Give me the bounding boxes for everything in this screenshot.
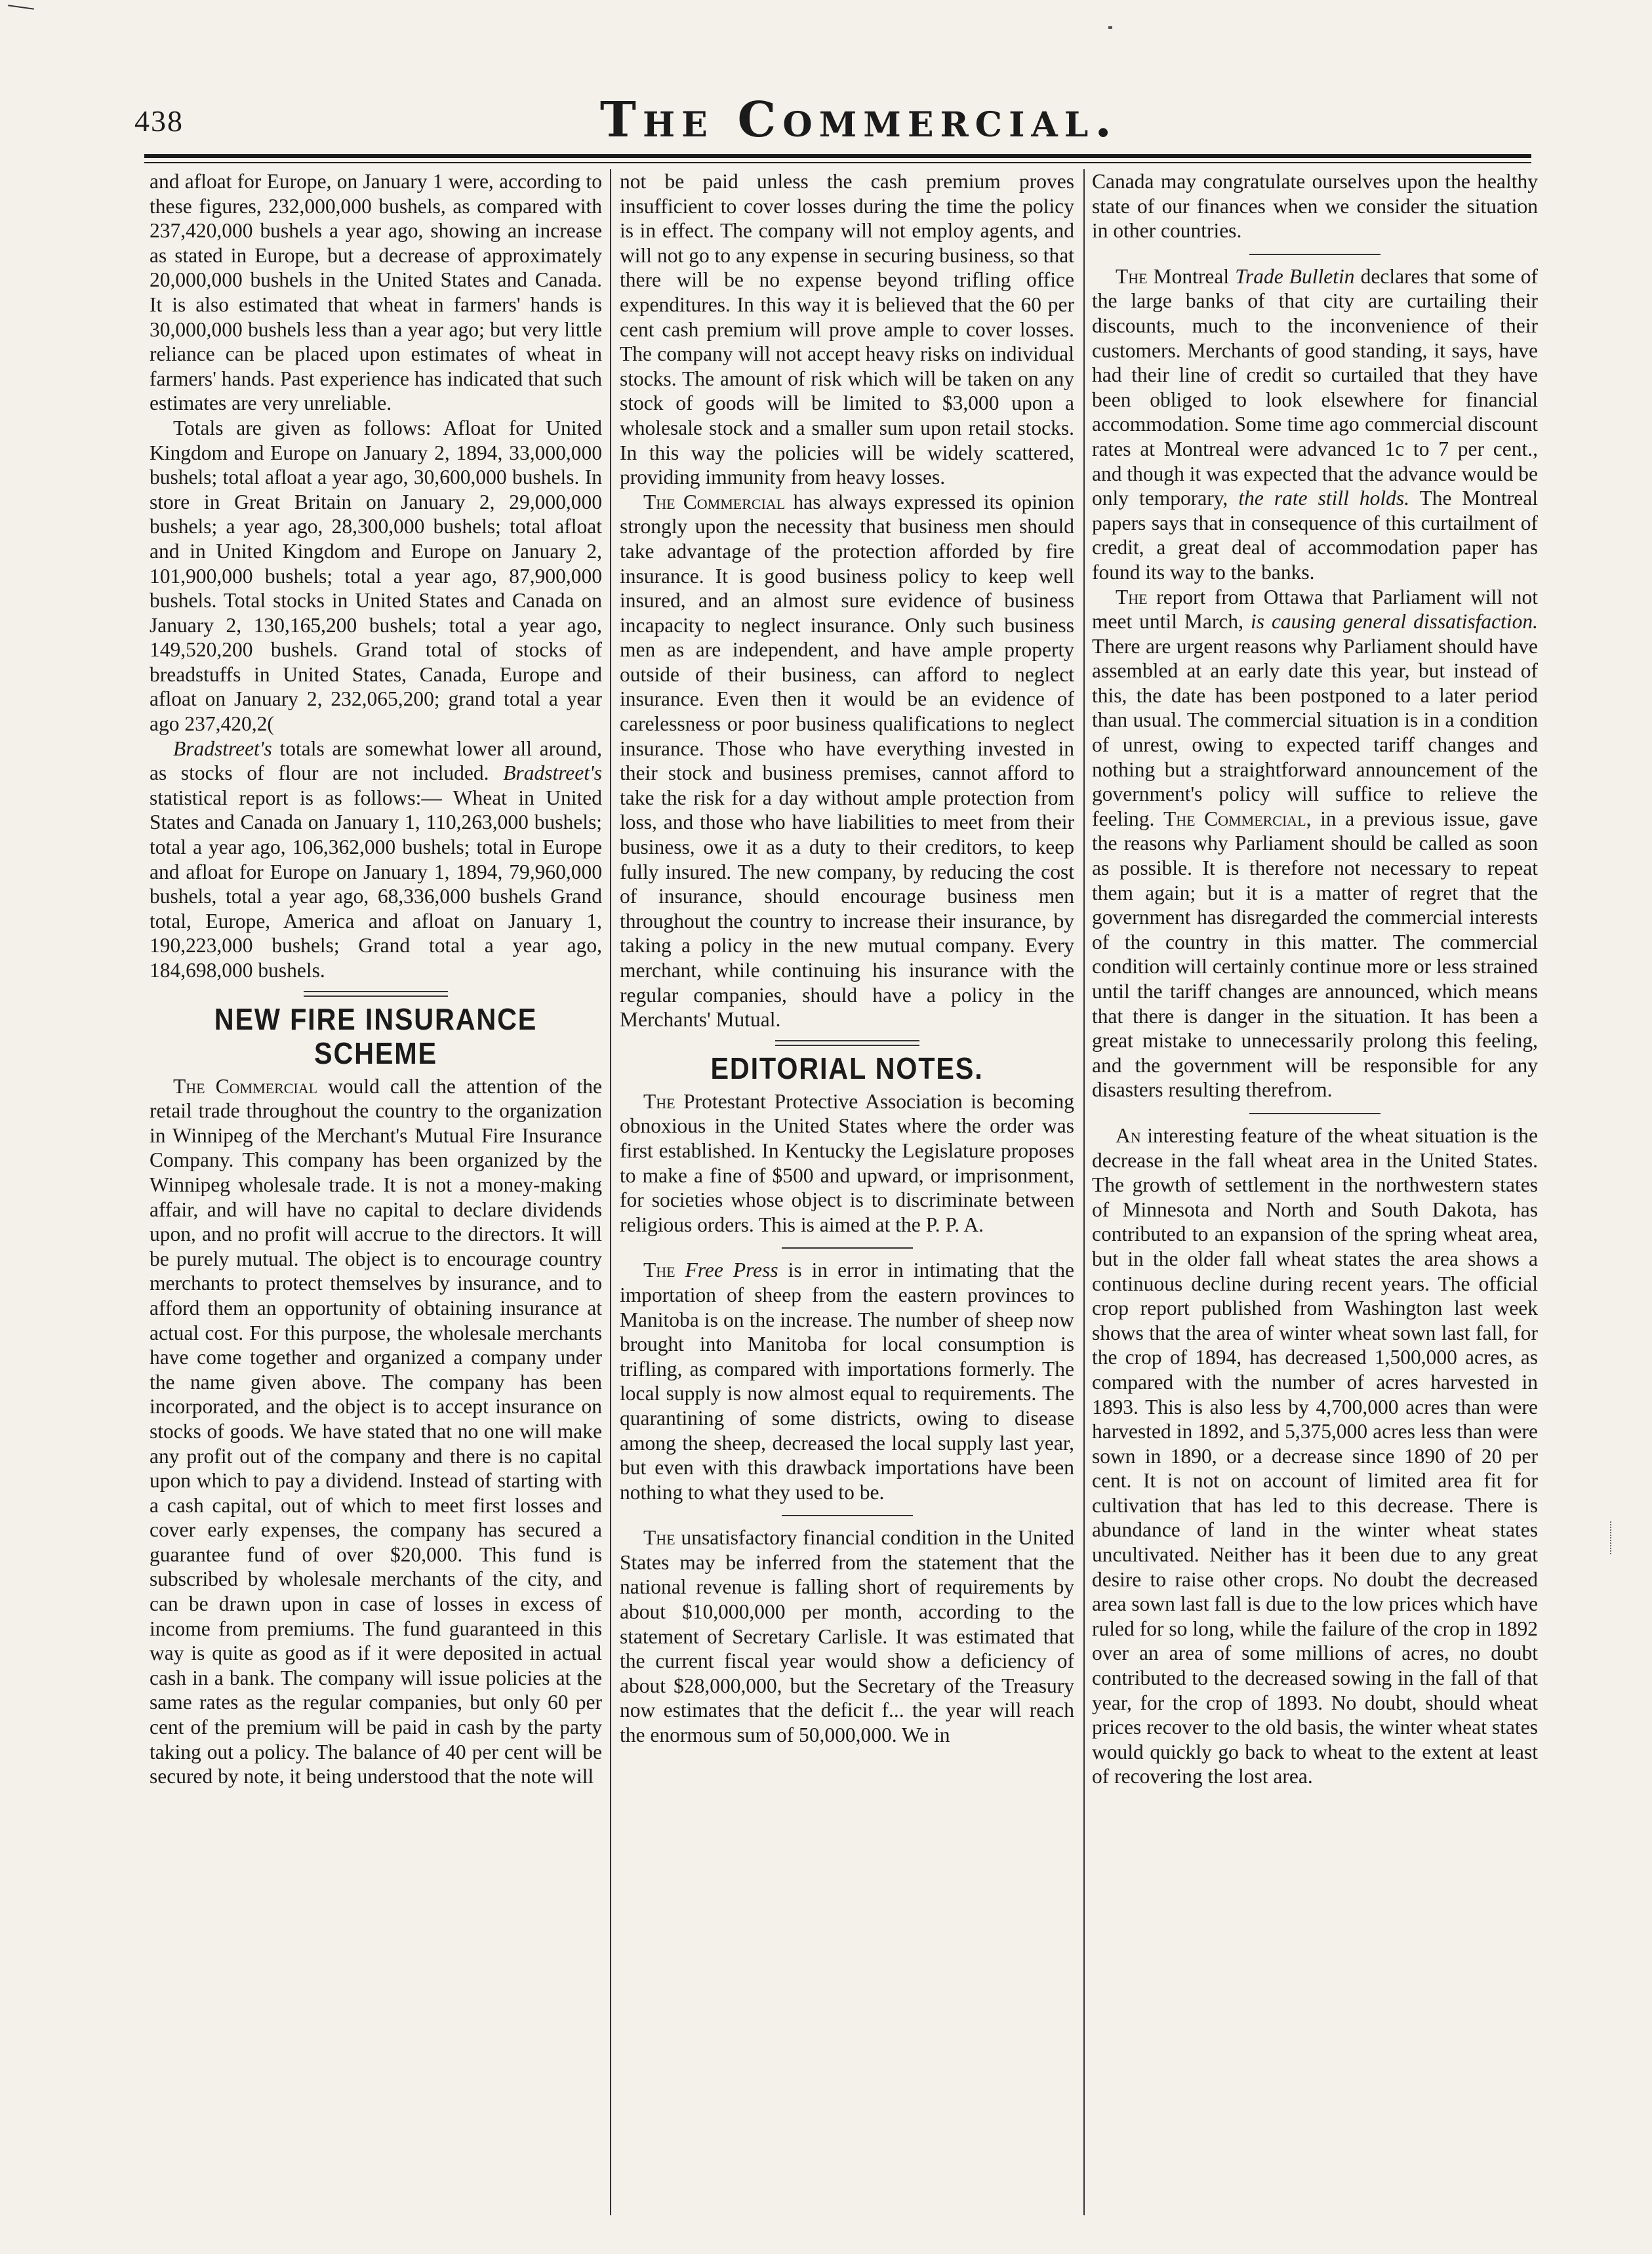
item-separator (782, 1247, 913, 1249)
paragraph-text: totals are somewhat lower all around, as stocks of flour are not included. (150, 736, 602, 785)
paragraph (150, 736, 602, 983)
paragraph: Totals are given as follows: Afloat for United Kingdom and Europe on January 2, 1894, 33,000,000 bushels; total afloat a year ago, 30,600,000 bushels. In store in Great Britain on January 2, 29,000,000 bushels; a year ago, 28,300,000 bushels; total afloat and in United Kingdom and Europe on January 2, 101,900,000 bushels; total a year ago, 87,900,000 bushels. Total stocks in United States and Canada on January 2, 130,165,200 bushels; total a year ago, 149,520,200 bushels. Grand total of stocks of breadstuffs in United States, Canada, Europe and afloat on January 2, 232,065,200; grand total a year ago 237,420,2( (150, 416, 602, 736)
lead-words: The (1116, 264, 1148, 288)
section-rule (775, 1040, 919, 1046)
paragraph-text: Protestant Protective Association is becoming obnoxious in the United States where the order was first established. In Kentucky the Legislature proposes to make a fine of $500 and upward, or imprisonment, for societies whose object is to discriminate between religious orders. This is aimed at the P. P. A. (620, 1089, 1074, 1236)
page-number: 438 (134, 104, 184, 138)
article-headline: NEW FIRE INSURANCE SCHEME (214, 1001, 538, 1070)
paragraph (1092, 264, 1538, 585)
section-headline: EDITORIAL NOTES. (710, 1051, 984, 1085)
paragraph: and afloat for Europe, on January 1 were, according to these figures, 232,000,000 bushels, as compared with 237,420,000 bushels a year ago, showing an increase as stated in Europe, but a decrease of approximately 20,000,000 bushels in the United States and Canada. It is also estimated that wheat in farmers' hands is 30,000,000 bushels less than a year ago; but very little reliance can be placed upon estimates of wheat in farmers' hands. Past experience has indicated that such estimates are very unreliable. (150, 170, 602, 415)
scan-mark (1610, 1521, 1613, 1554)
paragraph (1092, 1123, 1538, 1789)
paragraph-text: would call the attention of the retail trade throughout the country to the organization in Winnipeg of the Merchant's Mutual Fire Insurance Company. This company has been organized by the Winnipeg wholesale trade. It is not a money-making affair, and will have no capital to declare dividends upon, and no profit will accrue to the directors. It will be purely mutual. The object is to encourage country merchants to protect themselves by insurance, and to afford them an opportunity of obtaining insurance at actual cost. For this purpose, the wholesale merchants have come together and organized a company under the name given above. The company has been incorporated, and the object is to accept insurance on stocks of goods. We have stated that no one will make any profit out of the company and there is no capital upon which to pay a dividend. Instead of starting with a cash capital, out of which to meet first losses and cover early expenses, the company has secured a guarantee fund of over $20,000. This fund is subscribed by wholesale merchants of the city, and can be drawn upon in case of losses in excess of income from premiums. The fund guaranteed in this way is quite as good as if it were deposited in actual cash in a bank. The company will issue policies at the same rates as the regular companies, but only 60 per cent of the premium will be paid in cash by the party taking out a policy. The balance of 40 per cent will be secured by note, it being understood that the note will (150, 1074, 602, 1788)
column-3 (1092, 169, 1538, 2215)
paragraph (620, 1089, 1074, 1238)
paragraph (620, 1525, 1074, 1747)
item-separator (1249, 254, 1380, 255)
section-rule (304, 991, 448, 997)
lead-words: The Commercial (643, 490, 786, 513)
paragraph (1092, 585, 1538, 1102)
paragraph-text: is in error in intimating that the importation of sheep from the eastern provinces to Manitoba is on the increase. The number of sheep now brought into Manitoba for local consumption is trifling, as compared with importations formerly. The local supply is now almost equal to requirements. The quarantining of some districts, owing to disease among the sheep, decreased the local supply last year, but even with this drawback importations have been nothing to what they used to be. (620, 1258, 1074, 1504)
paragraph-text: There are urgent reasons why Parliament should have assembled at an early date this year, but instead of this, the date has been postponed to a later period than usual. The commercial situation is in a condition of unrest, owing to expected tariff changes and nothing but a straightforward announcement of the government's policy will suffice to relieve the feeling. (1092, 634, 1538, 830)
lead-words: The Commercial (1163, 807, 1306, 830)
lead-words: An (1116, 1123, 1141, 1147)
masthead-title: The Commercial. (599, 92, 1119, 148)
paragraph-text: has always expressed its opinion strongly upon the necessity that business men should take advantage of the protection afforded by fire insurance. It is good business policy to keep well insured, and an almost sure evidence of business incapacity to neglect insurance. Only such business men as are independent, and have ample property outside of their business, can afford to neglect insurance. Even then it would be an evidence of carelessness or poor business qualifications to neglect insurance. Those who have everything invested in their stock and business premises, cannot afford to take the risk for a day without ample protection from loss, and those who have liabilities to meet from their business, owe it as a duty to their creditors, to keep fully insured. The new company, by reducing the cost of insurance, should encourage business men throughout the country to increase their insurance, by taking a policy in the new mutual company. Every merchant, while continuing his insurance with the regular companies, should have a policy in the Merchants' Mutual. (620, 490, 1074, 1032)
paragraph: not be paid unless the cash premium proves insufficient to cover losses during the time the policy is in effect. The company will not employ agents, and will not go to any expense in securing business, so that there will be no expense beyond trifling office expenditures. In this way it is believed that the 60 per cent cash premium will prove ample to cover losses. The company will not accept heavy risks on individual stocks. The amount of risk which will be taken on any stock of goods will be limited to $3,000 upon a wholesale stock and a smaller sum upon retail stocks. In this way the policies will be widely scattered, providing immunity from heavy losses. (620, 170, 1074, 489)
lead-words: The (643, 1526, 675, 1550)
paragraph-text: interesting feature of the wheat situation is the decrease in the fall wheat area in the United States. The growth of settlement in the northwestern states of Minnesota and North and South Dakota, has contributed to an expansion of the spring wheat area, but in the older fall wheat states the area shows a continuous decline during recent years. The official crop report published from Washington last week shows that the area of winter wheat sown last fall, for the crop of 1894, has decreased 1,500,000 acres, as compared with the number of acres harvested in 1893. This is also less by 4,700,000 acres than were harvested in 1892, and 5,375,000 acres less than were sown in 1890, or a decrease since 1890 of 20 per cent. It is not on account of limited area fit for cultivation that has led to this decrease. There is abundance of land in the winter wheat states uncultivated. Neither has it been due to any great desire to raise other crops. No doubt the decreased area sown last fall is due to the low prices which have ruled for so long, while the failure of the crop in 1892 over an area of some millions of acres, no doubt contributed to the decreased sowing in the fall of that year, for the crop of 1893. No doubt, should wheat prices recover to the old basis, the winter wheat states would quickly go back to wheat to the extent at least of recovering the lost area. (1092, 1123, 1538, 1788)
header-rule (144, 154, 1531, 163)
paragraph (150, 1074, 602, 1789)
emphasis-text: is causing general dissatisfaction. (1250, 610, 1538, 634)
publication-name: Trade Bulletin (1235, 264, 1355, 288)
paragraph (620, 490, 1074, 1032)
paragraph-text: Montreal (1147, 264, 1236, 288)
column-divider (1083, 169, 1085, 2215)
lead-words: The (1116, 585, 1148, 609)
lead-words: The Commercial (173, 1074, 318, 1098)
column-1 (150, 169, 602, 2215)
publication-name: Free Press (685, 1258, 778, 1282)
paragraph-text: declares that some of the large banks of that city are curtailing their discounts, much to the inconvenience of their customers. Merchants of good standing, it says, have had their line of credit so curtailed that they have been obliged to look elsewhere for financial accommodation. Some time ago commercial discount rates at Montreal were advanced 1c to 7 per cent., and though it was expected that the advance would be only temporary, (1092, 264, 1538, 510)
paragraph (620, 1258, 1074, 1504)
publication-name: Bradstreet's (503, 761, 602, 785)
paragraph: Canada may congratulate ourselves upon the healthy state of our finances when we consider the situation in other countries. (1092, 170, 1538, 243)
lead-words: The (643, 1258, 675, 1282)
publication-name: Bradstreet's (173, 736, 272, 760)
paragraph-text: , in a previous issue, gave the reasons why Parliament should be called as soon as possible. It is therefore not necessary to repeat them again; but it is a matter of regret that the government has disregarded the commercial interests of the country in this matter. The commercial condition will certainly continue more or less strained until the tariff changes are announced, which means that there is danger in the situation. It has been a great mistake to unnecessarily prolong this feeling, and the government will be responsible for any disasters resulting therefrom. (1092, 807, 1538, 1102)
lead-words: The (643, 1089, 675, 1113)
item-separator (782, 1515, 913, 1516)
paragraph-text: statistical report is as follows:— Wheat in United States and Canada on January 1, 110,263,000 bushels; total a year ago, 106,362,000 bushels; total in Europe and afloat for Europe on January 1, 1894, 79,960,000 bushels, total a year ago, 68,336,000 bushels Grand total, Europe, America and afloat on January 1, 190,223,000 bushels; Grand total a year ago, 184,698,000 bushels. (150, 786, 602, 982)
column-2 (620, 169, 1074, 2215)
column-divider (610, 169, 611, 2215)
item-separator (1249, 1113, 1380, 1114)
paragraph-text: The Montreal papers says that in consequence of this curtailment of credit, a great deal of accommodation paper has found its way to the banks. (1092, 487, 1538, 584)
paragraph-text: report from Ottawa that Parliament will not meet until March, (1092, 585, 1538, 634)
page-header (0, 0, 1652, 164)
paragraph-text: unsatisfactory financial condition in the United States may be inferred from the statement that the national revenue is falling short of requirements by about $10,000,000 per month, according to the statement of Secretary Carlisle. It was estimated that the current fiscal year would show a deficiency of about $28,000,000, but the Secretary of the Treasury now estimates that the deficit f... the year will reach the enormous sum of 50,000,000. We in (620, 1526, 1074, 1747)
emphasis-text: the rate still holds. (1238, 487, 1410, 510)
